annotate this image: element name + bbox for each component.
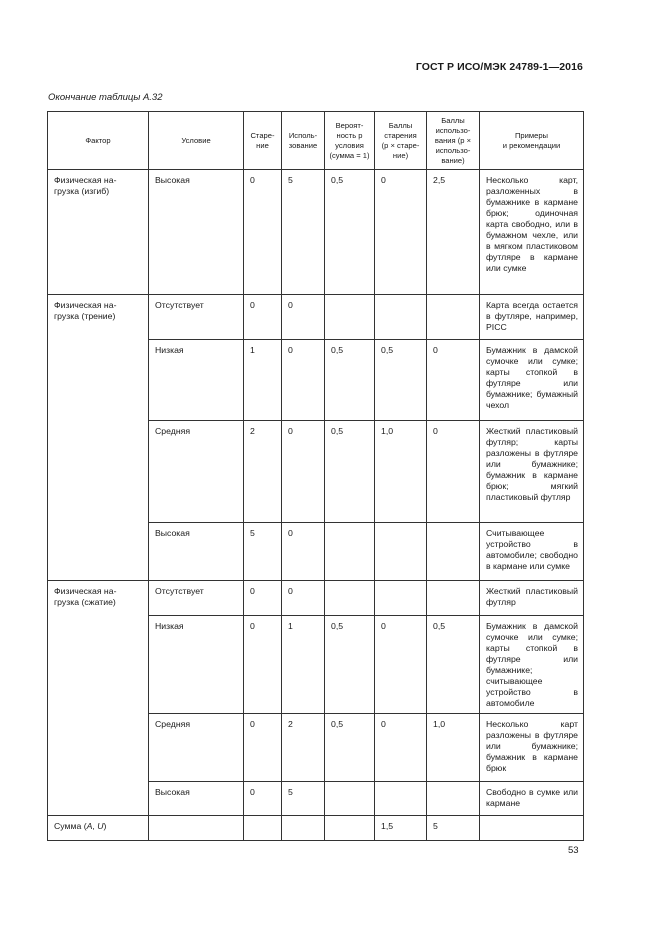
- table-caption: Окончание таблицы А.32: [48, 92, 163, 103]
- table-row: [48, 295, 584, 340]
- cell-aging-score: 0: [375, 714, 427, 782]
- cell-usage: 2: [282, 714, 325, 782]
- cell-usage-score: 0: [427, 340, 480, 421]
- cell-sum-usage-score: 5: [427, 816, 480, 841]
- cell-aging-score: 0,5: [375, 340, 427, 421]
- cell-condition: Низкая: [149, 616, 244, 714]
- cell-aging: 0: [244, 616, 282, 714]
- cell-condition: Высокая: [149, 170, 244, 295]
- cell-condition: Средняя: [149, 421, 244, 523]
- cell-examples: Бумажник в дамской сумочке или сумке; карты стопкой в футляре или бумажнике; считывающее устройство в автомобиле: [480, 616, 584, 714]
- cell-aging: 0: [244, 295, 282, 340]
- cell-probability: 0,5: [325, 421, 375, 523]
- page-number: 53: [568, 845, 579, 856]
- cell-usage: 0: [282, 523, 325, 581]
- cell-condition: Высокая: [149, 782, 244, 816]
- table-row: [48, 581, 584, 616]
- cell-probability: [325, 782, 375, 816]
- cell-aging-score: [375, 295, 427, 340]
- cell-condition: Средняя: [149, 714, 244, 782]
- cell-empty: [282, 816, 325, 841]
- cell-examples: Карта всегда остается в футляре, например, PICC: [480, 295, 584, 340]
- cell-empty: [325, 816, 375, 841]
- cell-examples: Свободно в сумке или кармане: [480, 782, 584, 816]
- header-aging: Старе- ние: [244, 112, 282, 170]
- sum-row: [48, 816, 584, 841]
- header-condition: Условие: [149, 112, 244, 170]
- table-row: [48, 170, 584, 295]
- cell-aging: 2: [244, 421, 282, 523]
- cell-usage: 1: [282, 616, 325, 714]
- cell-examples: Считывающее устройство в автомобиле; свободно в кармане или сумке: [480, 523, 584, 581]
- cell-aging: 0: [244, 782, 282, 816]
- cell-aging: 1: [244, 340, 282, 421]
- cell-factor: Физическая на- грузка (сжатие): [48, 581, 149, 816]
- cell-condition: Высокая: [149, 523, 244, 581]
- cell-sum-label: Сумма (A, U): [48, 816, 149, 841]
- cell-usage: 0: [282, 421, 325, 523]
- cell-aging-score: [375, 523, 427, 581]
- cell-probability: 0,5: [325, 340, 375, 421]
- cell-condition: Низкая: [149, 340, 244, 421]
- cell-aging-score: 0: [375, 170, 427, 295]
- cell-factor: Физическая на- грузка (трение): [48, 295, 149, 581]
- cell-factor: Физическая на- грузка (изгиб): [48, 170, 149, 295]
- cell-examples: Несколько карт, разложенных в бумажнике в кармане брюк; одиночная карта свободно, или в бумажном чехле, или в мягком пластиковом футляре в кармане или сумке: [480, 170, 584, 295]
- cell-usage-score: [427, 581, 480, 616]
- data-table: [47, 111, 584, 841]
- header-factor: Фактор: [48, 112, 149, 170]
- cell-probability: 0,5: [325, 714, 375, 782]
- cell-probability: [325, 295, 375, 340]
- cell-probability: 0,5: [325, 616, 375, 714]
- cell-empty: [149, 816, 244, 841]
- cell-aging-score: 1,0: [375, 421, 427, 523]
- cell-usage: 0: [282, 295, 325, 340]
- document-header: ГОСТ Р ИСО/МЭК 24789-1—2016: [415, 61, 583, 73]
- cell-probability: [325, 581, 375, 616]
- cell-aging-score: [375, 782, 427, 816]
- header-aging-score: Баллы старения (p × старе- ние): [375, 112, 427, 170]
- cell-usage: 0: [282, 581, 325, 616]
- cell-condition: Отсутствует: [149, 581, 244, 616]
- header-usage: Исполь- зование: [282, 112, 325, 170]
- cell-probability: 0,5: [325, 170, 375, 295]
- header-usage-score: Баллы использо- вания (p × использо- вание): [427, 112, 480, 170]
- cell-aging: 0: [244, 581, 282, 616]
- cell-usage-score: 0: [427, 421, 480, 523]
- cell-usage-score: [427, 295, 480, 340]
- cell-usage-score: 1,0: [427, 714, 480, 782]
- cell-aging-score: [375, 581, 427, 616]
- cell-aging-score: 0: [375, 616, 427, 714]
- cell-usage-score: 2,5: [427, 170, 480, 295]
- cell-probability: [325, 523, 375, 581]
- header-probability: Вероят- ность p условия (сумма = 1): [325, 112, 375, 170]
- cell-usage: 5: [282, 170, 325, 295]
- cell-aging: 5: [244, 523, 282, 581]
- cell-usage: 0: [282, 340, 325, 421]
- cell-examples: Несколько карт разложены в футляре или бумажнике; бумажник в кармане брюк: [480, 714, 584, 782]
- cell-empty: [244, 816, 282, 841]
- header-examples: Примеры и рекомендации: [480, 112, 584, 170]
- cell-examples: Жесткий пластиковый футляр: [480, 581, 584, 616]
- cell-usage-score: [427, 523, 480, 581]
- cell-usage-score: [427, 782, 480, 816]
- table-header-row: [48, 112, 584, 170]
- cell-condition: Отсутствует: [149, 295, 244, 340]
- cell-aging: 0: [244, 170, 282, 295]
- cell-examples: Жесткий пластиковый футляр; карты разложены в футляре или бумажнике; бумажник в кармане брюк; мягкий пластиковый футляр: [480, 421, 584, 523]
- cell-usage: 5: [282, 782, 325, 816]
- cell-empty: [480, 816, 584, 841]
- cell-examples: Бумажник в дамской сумочке или сумке; карты стопкой в футляре или бумажнике; бумажный чехол: [480, 340, 584, 421]
- cell-sum-aging-score: 1,5: [375, 816, 427, 841]
- cell-aging: 0: [244, 714, 282, 782]
- cell-usage-score: 0,5: [427, 616, 480, 714]
